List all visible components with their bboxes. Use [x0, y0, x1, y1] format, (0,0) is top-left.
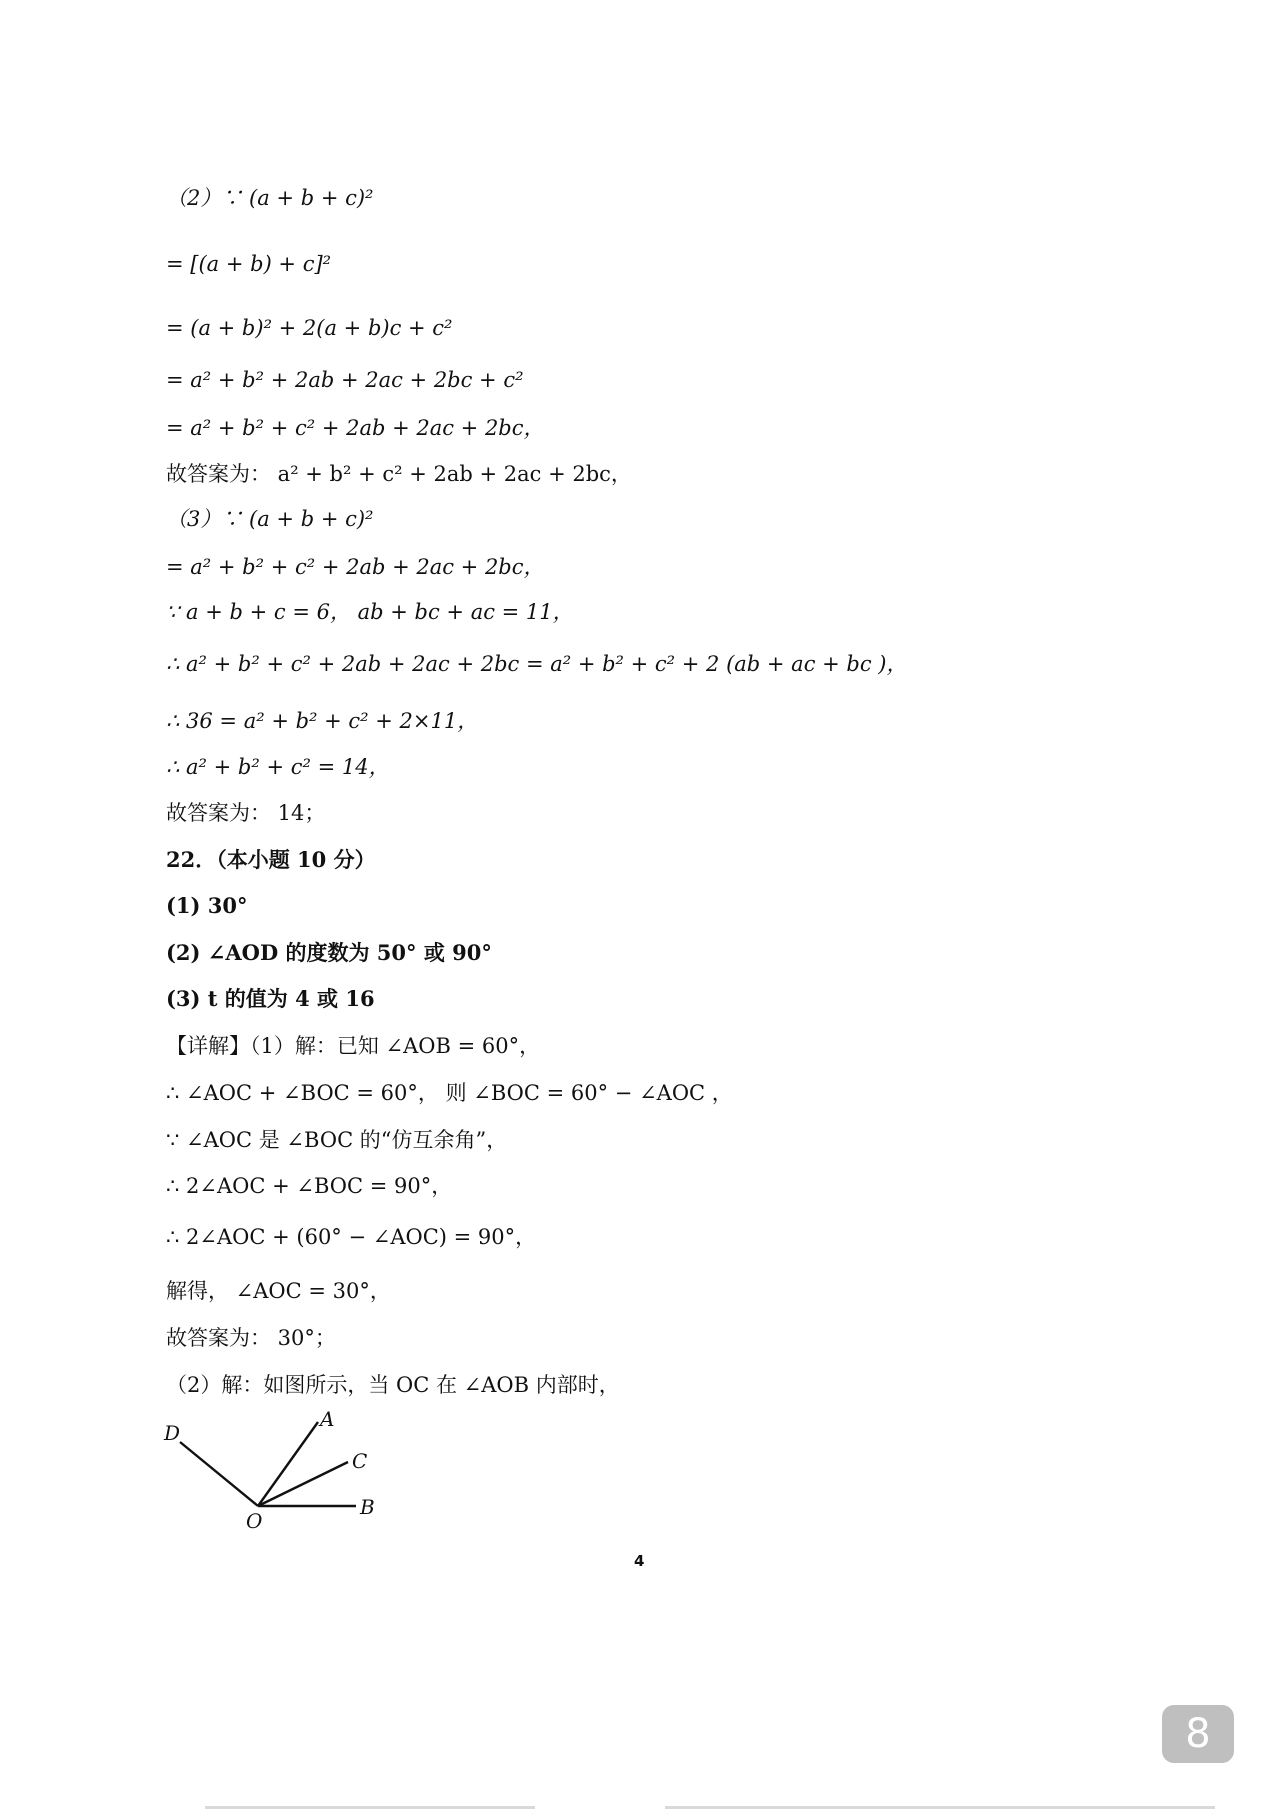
text-line: ∵ a + b + c = 6， ab + bc + ac = 11， [166, 600, 574, 624]
text-line: ∴ 2∠AOC + (60° − ∠AOC) = 90°， [166, 1225, 537, 1249]
text-line: ∴ ∠AOC + ∠BOC = 60°， 则 ∠BOC = 60° − ∠AOC ， [166, 1081, 733, 1105]
section-heading: 22．（本小题 10 分） [166, 847, 376, 872]
label-o: O [246, 1509, 263, 1532]
text-line: ∴ a² + b² + c² + 2ab + 2ac + 2bc = a² + b² + c² + 2 (ab + ac + bc )， [166, 652, 908, 676]
angle-diagram [160, 1402, 400, 1532]
text-line: = a² + b² + 2ab + 2ac + 2bc + c² [166, 368, 524, 392]
label-d: D [164, 1421, 181, 1445]
page-number: 4 [634, 1552, 645, 1570]
text-line: = (a + b)² + 2(a + b)c + c² [166, 316, 453, 340]
text-line: （3）∵ (a + b + c)² [166, 507, 374, 531]
text-line: 解得， ∠AOC = 30°， [166, 1279, 391, 1303]
ray-oa [258, 1422, 318, 1506]
text-line: 故答案为： a² + b² + c² + 2ab + 2ac + 2bc， [166, 462, 632, 486]
text-line: （2）解：如图所示，当 OC 在 ∠AOB 内部时， [166, 1373, 620, 1397]
text-line: = a² + b² + c² + 2ab + 2ac + 2bc， [166, 555, 545, 579]
label-a: A [320, 1407, 335, 1431]
ray-oc [258, 1462, 348, 1506]
text-line: ∴ 36 = a² + b² + c² + 2×11， [166, 709, 479, 733]
label-b: B [360, 1495, 375, 1519]
label-c: C [352, 1449, 368, 1473]
answer-line: (1) 30° [166, 893, 248, 918]
text-line: 故答案为： 30°； [166, 1326, 336, 1350]
answer-line: (2) ∠AOD 的度数为 50° 或 90° [166, 940, 492, 965]
text-line: ∵ ∠AOC 是 ∠BOC 的“仿互余角”， [166, 1128, 508, 1152]
answer-line: (3) t 的值为 4 或 16 [166, 986, 375, 1011]
page-indicator-badge[interactable]: 8 [1162, 1705, 1234, 1763]
ray-od [180, 1442, 258, 1506]
text-line: （2）∵ (a + b + c)² [166, 186, 374, 210]
text-line: ∴ 2∠AOC + ∠BOC = 90°， [166, 1174, 453, 1198]
text-line: 故答案为： 14； [166, 801, 326, 825]
text-line: 【详解】（1）解：已知 ∠AOB = 60°， [166, 1034, 541, 1058]
text-line: = a² + b² + c² + 2ab + 2ac + 2bc， [166, 416, 545, 440]
text-line: = [(a + b) + c]² [166, 252, 332, 276]
text-line: ∴ a² + b² + c² = 14， [166, 755, 390, 779]
